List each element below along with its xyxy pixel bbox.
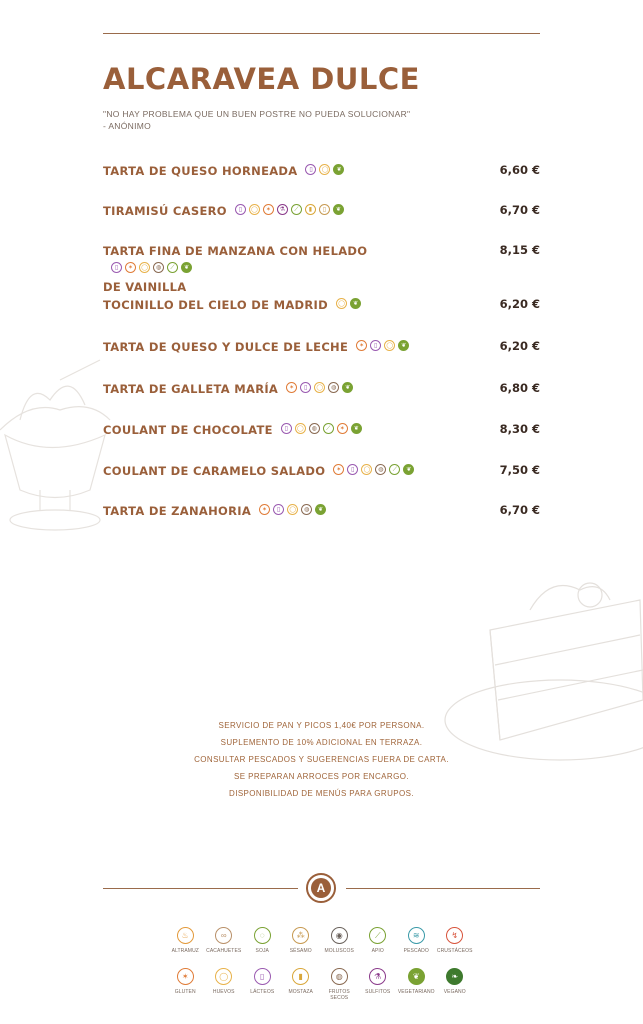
item-price: 8,30 € [499, 422, 540, 436]
mostaza-icon: ▮ [305, 204, 316, 215]
legend-label: ALTRAMUZ [171, 948, 199, 954]
logo-letter: A [311, 878, 331, 898]
gluten-icon: ✶ [125, 262, 136, 273]
apio-icon: ⟋ [389, 464, 400, 475]
brand-logo [306, 873, 336, 903]
legend-label: CACAHUETES [206, 948, 242, 954]
vegetariano-icon: ❦ [408, 968, 425, 985]
allergen-icons [356, 340, 409, 351]
legend-label: GLUTEN [174, 989, 196, 995]
gluten-icon: ✶ [333, 464, 344, 475]
item-name: TIRAMISÚ CASERO [103, 204, 227, 218]
item-name-wrap [103, 338, 409, 356]
vegetariano-icon: ❦ [315, 504, 326, 515]
legend-label: LÁCTEOS [250, 989, 275, 995]
crustaceos-icon: ↯ [446, 927, 463, 944]
note-line: DISPONIBILIDAD DE MENÚS PARA GRUPOS. [229, 789, 414, 798]
lacteos-icon: ▯ [305, 164, 316, 175]
note-line: SE PREPARAN ARROCES POR ENCARGO. [234, 772, 409, 781]
sundae-sketch-illustration [0, 340, 120, 540]
lacteos-icon: ▯ [370, 340, 381, 351]
frutos-secos-icon: ◍ [153, 262, 164, 273]
legend-label: MOSTAZA [288, 989, 313, 995]
note-line: CONSULTAR PESCADOS Y SUGERENCIAS FUERA DE CARTA. [194, 755, 449, 764]
item-name-wrap [103, 380, 353, 398]
item-name: TARTA DE GALLETA MARÍA [103, 382, 279, 396]
huevos-icon: ◯ [384, 340, 395, 351]
lacteos-icon: ▯ [254, 968, 271, 985]
legend-item [320, 968, 359, 1001]
apio-icon: ⟋ [369, 927, 386, 944]
legend-label: SOJA [255, 948, 269, 954]
legend-label: SULFITOS [365, 989, 391, 995]
huevos-icon: ◯ [139, 262, 150, 273]
huevos-icon: ◯ [249, 204, 260, 215]
menu-item [103, 421, 540, 439]
menu-item [103, 202, 540, 220]
top-divider [103, 33, 540, 34]
legend-label: MOLUSCOS [324, 948, 354, 954]
item-price: 7,50 € [499, 463, 540, 477]
vegetariano-icon: ❦ [333, 164, 344, 175]
item-name-wrap [103, 162, 344, 180]
frutos-secos-icon: ◍ [309, 423, 320, 434]
item-name-wrap [103, 242, 403, 296]
vegetariano-icon: ❦ [350, 298, 361, 309]
vegetariano-icon: ❦ [351, 423, 362, 434]
legend-item [205, 927, 244, 954]
menu-item [103, 380, 540, 398]
legend-item [397, 927, 436, 954]
lacteos-icon: ▯ [281, 423, 292, 434]
frutos-secos-icon: ◍ [301, 504, 312, 515]
item-name-cont: DE VAINILLA [103, 280, 187, 294]
frutos-secos-icon: ◍ [328, 382, 339, 393]
item-name-wrap [103, 421, 362, 439]
item-name: COULANT DE CARAMELO SALADO [103, 464, 326, 478]
allergen-icons [305, 164, 344, 175]
frutos-secos-icon: ◍ [331, 968, 348, 985]
legend-label: APIO [371, 948, 384, 954]
huevos-icon: ◯ [361, 464, 372, 475]
apio-icon: ⟋ [167, 262, 178, 273]
menu-quote [103, 108, 503, 132]
note-line: SERVICIO DE PAN Y PICOS 1,40€ POR PERSONA. [218, 721, 425, 730]
moluscos-icon: ◉ [331, 927, 348, 944]
legend-item [282, 927, 321, 954]
item-name-wrap [103, 462, 414, 480]
legend-label: HUEVOS [212, 989, 235, 995]
legend-divider-right [346, 888, 540, 889]
item-name: TOCINILLO DEL CIELO DE MADRID [103, 298, 328, 312]
apio-icon: ⟋ [323, 423, 334, 434]
item-price: 6,20 € [499, 339, 540, 353]
legend-divider-left [103, 888, 298, 889]
legend-label: VEGANO [443, 989, 466, 995]
huevos-icon: ◯ [314, 382, 325, 393]
legend-label: SÉSAMO [289, 948, 312, 954]
huevos-icon: ◯ [336, 298, 347, 309]
legend-label: VEGETARIANO [397, 989, 435, 995]
allergen-icons [259, 504, 326, 515]
mostaza-icon: ▮ [292, 968, 309, 985]
menu-item [103, 338, 540, 356]
menu-item [103, 462, 540, 480]
menu-item [103, 502, 540, 520]
lacteos-icon: ▯ [300, 382, 311, 393]
vegetariano-icon: ❦ [333, 204, 344, 215]
lacteos-icon: ▯ [111, 262, 122, 273]
footer-notes [0, 717, 643, 802]
legend-item [243, 968, 282, 1001]
frutos-secos-icon: ◍ [375, 464, 386, 475]
item-name: TARTA DE QUESO Y DULCE DE LECHE [103, 340, 349, 354]
legend-item [359, 927, 398, 954]
legend-item [282, 968, 321, 1001]
item-name: TARTA DE ZANAHORIA [103, 504, 252, 518]
item-price: 6,80 € [499, 381, 540, 395]
allergen-icons [286, 382, 353, 393]
legend-label: PESCADO [403, 948, 429, 954]
sulfitos-icon: ⚗ [369, 968, 386, 985]
menu-item [103, 296, 540, 314]
legend-item [320, 927, 359, 954]
item-price: 8,15 € [499, 243, 540, 257]
legend-item [205, 968, 244, 1001]
altramuz-icon: ♨ [177, 927, 194, 944]
item-price: 6,70 € [499, 203, 540, 217]
apio-icon: ⟋ [291, 204, 302, 215]
item-name: TARTA DE QUESO HORNEADA [103, 164, 298, 178]
legend-item [436, 927, 475, 954]
item-name: COULANT DE CHOCOLATE [103, 423, 273, 437]
vegetariano-icon: ❦ [403, 464, 414, 475]
menu-title: ALCARAVEA DULCE [103, 62, 420, 96]
sulfitos-icon: ⚗ [277, 204, 288, 215]
allergen-icons [333, 464, 414, 475]
gluten-icon: ✶ [177, 968, 194, 985]
item-name-wrap [103, 502, 326, 520]
item-name-wrap [103, 296, 361, 314]
legend-label: CRUSTÁCEOS [436, 948, 473, 954]
vegetariano-icon: ❦ [181, 262, 192, 273]
huevos-icon: ◯ [287, 504, 298, 515]
lacteos-icon: ▯ [235, 204, 246, 215]
legend-item [243, 927, 282, 954]
legend-item [359, 968, 398, 1001]
item-price: 6,20 € [499, 297, 540, 311]
legend-item [436, 968, 475, 1001]
lacteos-icon: ▯ [319, 204, 330, 215]
gluten-icon: ✶ [286, 382, 297, 393]
legend-item [166, 927, 205, 954]
item-name: TARTA FINA DE MANZANA CON HELADO [103, 244, 368, 258]
lacteos-icon: ▯ [273, 504, 284, 515]
note-line: SUPLEMENTO DE 10% ADICIONAL EN TERRAZA. [220, 738, 423, 747]
pescado-icon: ≋ [408, 927, 425, 944]
gluten-icon: ✶ [263, 204, 274, 215]
allergen-icons [336, 298, 361, 309]
allergen-icons [111, 262, 192, 273]
allergen-legend-row-1 [166, 927, 476, 954]
legend-label: FRUTOS SECOS [328, 989, 350, 1001]
item-price: 6,70 € [499, 503, 540, 517]
quote-text: "NO HAY PROBLEMA QUE UN BUEN POSTRE NO PUEDA SOLUCIONAR" [103, 109, 411, 119]
quote-author: - ANÓNIMO [103, 121, 152, 131]
gluten-icon: ✶ [337, 423, 348, 434]
menu-item [103, 162, 540, 180]
legend-item [397, 968, 436, 1001]
vegetariano-icon: ❦ [398, 340, 409, 351]
menu-item [103, 242, 540, 296]
cacahuetes-icon: ∞ [215, 927, 232, 944]
lacteos-icon: ▯ [347, 464, 358, 475]
soja-icon: ◌ [254, 927, 271, 944]
item-price: 6,60 € [499, 163, 540, 177]
vegetariano-icon: ❦ [342, 382, 353, 393]
gluten-icon: ✶ [356, 340, 367, 351]
huevos-icon: ◯ [319, 164, 330, 175]
allergen-icons [281, 423, 362, 434]
huevos-icon: ◯ [215, 968, 232, 985]
legend-item [166, 968, 205, 1001]
vegano-icon: ❧ [446, 968, 463, 985]
huevos-icon: ◯ [295, 423, 306, 434]
item-name-wrap [103, 202, 344, 220]
allergen-legend-row-2 [166, 968, 476, 1001]
allergen-icons [235, 204, 344, 215]
sesamo-icon: ⁂ [292, 927, 309, 944]
gluten-icon: ✶ [259, 504, 270, 515]
